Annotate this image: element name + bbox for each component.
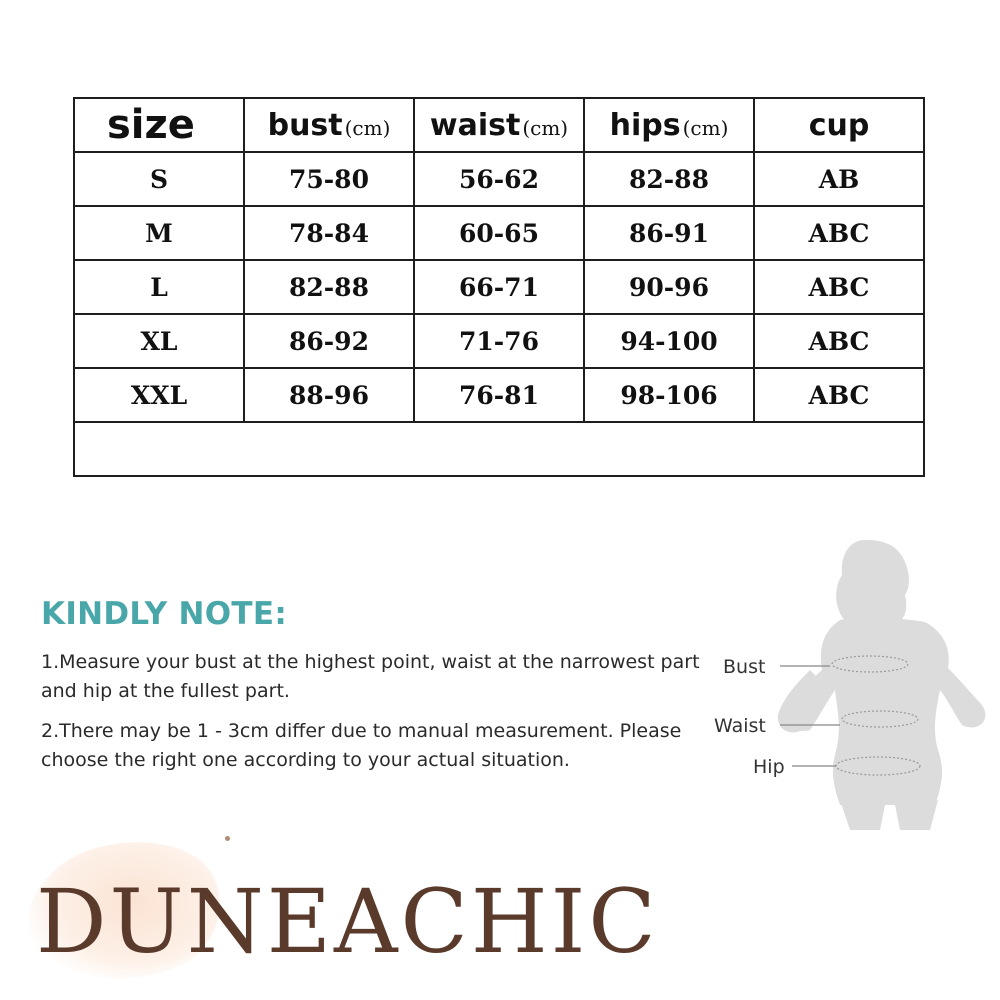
waist-label: Waist bbox=[714, 715, 766, 737]
cell-size: XXL bbox=[74, 368, 244, 422]
cell-size: M bbox=[74, 206, 244, 260]
cell-bust: 88-96 bbox=[244, 368, 414, 422]
kindly-note-title: KINDLY NOTE: bbox=[41, 596, 288, 632]
size-chart-table bbox=[73, 97, 925, 477]
cell-bust: 86-92 bbox=[244, 314, 414, 368]
table-row bbox=[74, 152, 924, 206]
cell-hips: 82-88 bbox=[584, 152, 754, 206]
cell-hips: 98-106 bbox=[584, 368, 754, 422]
header-waist: waist (cm) bbox=[414, 98, 584, 152]
note-difference-disclaimer: 2.There may be 1 - 3cm differ due to manual measurement. Please choose the right one according to your actual situation. bbox=[41, 720, 682, 771]
cell-bust: 78-84 bbox=[244, 206, 414, 260]
cell-waist: 76-81 bbox=[414, 368, 584, 422]
cell-size: L bbox=[74, 260, 244, 314]
empty-cell bbox=[74, 422, 924, 476]
table-empty-row bbox=[74, 422, 924, 476]
cell-hips: 90-96 bbox=[584, 260, 754, 314]
brand-sparkle-icon bbox=[225, 836, 230, 841]
cell-cup: ABC bbox=[754, 260, 924, 314]
cell-waist: 71-76 bbox=[414, 314, 584, 368]
brand-logo-text: DUNEACHIC bbox=[36, 870, 659, 973]
header-bust: bust (cm) bbox=[244, 98, 414, 152]
cell-waist: 56-62 bbox=[414, 152, 584, 206]
cell-cup: ABC bbox=[754, 368, 924, 422]
cell-cup: ABC bbox=[754, 206, 924, 260]
table-row bbox=[74, 314, 924, 368]
table-row bbox=[74, 368, 924, 422]
silhouette-illustration bbox=[700, 530, 990, 830]
header-cup: cup bbox=[754, 98, 924, 152]
cell-cup: ABC bbox=[754, 314, 924, 368]
cell-size: XL bbox=[74, 314, 244, 368]
cell-bust: 82-88 bbox=[244, 260, 414, 314]
cell-hips: 94-100 bbox=[584, 314, 754, 368]
cell-cup: AB bbox=[754, 152, 924, 206]
body-measurement-figure bbox=[700, 530, 990, 830]
header-hips: hips (cm) bbox=[584, 98, 754, 152]
cell-size: S bbox=[74, 152, 244, 206]
table-row bbox=[74, 206, 924, 260]
table-row bbox=[74, 260, 924, 314]
bust-label: Bust bbox=[723, 656, 766, 678]
header-size: size bbox=[74, 98, 244, 152]
cell-hips: 86-91 bbox=[584, 206, 754, 260]
cell-bust: 75-80 bbox=[244, 152, 414, 206]
note-measure-instructions: 1.Measure your bust at the highest point, waist at the narrowest part and hip at the fullest part. bbox=[41, 651, 700, 702]
cell-waist: 66-71 bbox=[414, 260, 584, 314]
hip-label: Hip bbox=[753, 756, 785, 778]
cell-waist: 60-65 bbox=[414, 206, 584, 260]
table-header-row bbox=[74, 98, 924, 152]
